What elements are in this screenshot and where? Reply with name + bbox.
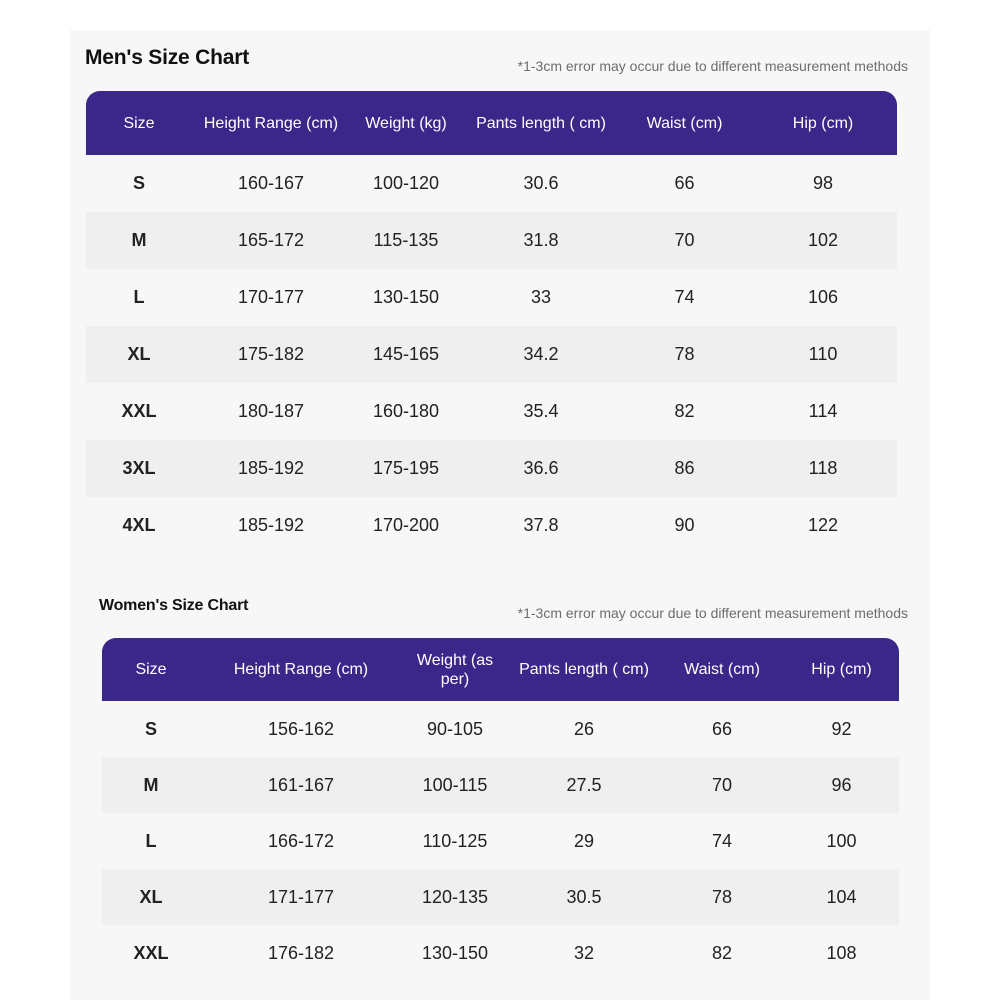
womens-header-row	[102, 638, 899, 701]
size-cell: XXL	[121, 401, 157, 421]
height-range-cell: 180-187	[237, 401, 305, 421]
mens-measurement-note: *1-3cm error may occur due to different measurement methods	[517, 58, 908, 74]
pants-length-cell: 27.5	[566, 774, 602, 795]
table-row	[86, 269, 897, 326]
height-range-cell: 171-177	[267, 886, 335, 907]
hip-cell: 102	[807, 230, 839, 250]
height-range-cell: 165-172	[237, 230, 305, 250]
weight-cell: 130-150	[372, 287, 440, 307]
height-range-cell: 166-172	[267, 830, 335, 851]
header-pants-length: Pants length ( cm)	[519, 661, 649, 678]
table-row	[102, 701, 899, 757]
womens-size-chart-panel	[70, 575, 930, 1000]
waist-cell: 86	[674, 458, 695, 478]
weight-cell: 120-135	[421, 886, 489, 907]
weight-cell: 115-135	[373, 230, 439, 250]
pants-length-cell: 31.8	[523, 230, 559, 250]
size-cell: M	[143, 774, 159, 795]
table-row	[102, 925, 899, 981]
mens-size-table	[86, 91, 897, 554]
weight-cell: 90-105	[426, 718, 484, 739]
womens-size-table	[102, 638, 899, 981]
weight-cell: 160-180	[372, 401, 440, 421]
table-row	[86, 155, 897, 212]
pants-length-cell: 30.6	[523, 173, 559, 193]
weight-cell: 145-165	[372, 344, 440, 364]
waist-cell: 74	[674, 287, 695, 307]
pants-length-cell: 26	[573, 718, 595, 739]
mens-table-body	[86, 155, 897, 554]
mens-header-row	[86, 91, 897, 155]
header-weight: Weight (kg)	[365, 114, 447, 132]
header-height-range: Height Range (cm)	[233, 661, 369, 678]
pants-length-cell: 37.8	[523, 515, 559, 535]
table-row	[86, 383, 897, 440]
weight-cell: 170-200	[372, 515, 440, 535]
size-cell: L	[145, 830, 157, 851]
header-size: Size	[135, 661, 167, 678]
hip-cell: 114	[808, 401, 838, 421]
header-waist: Waist (cm)	[684, 661, 760, 678]
pants-length-cell: 34.2	[523, 344, 559, 364]
hip-cell: 98	[812, 173, 834, 193]
height-range-cell: 185-192	[237, 458, 305, 478]
height-range-cell: 170-177	[237, 287, 305, 307]
waist-cell: 66	[674, 173, 695, 193]
header-height-range: Height Range (cm)	[203, 114, 339, 132]
hip-cell: 106	[807, 287, 839, 307]
weight-cell: 175-195	[372, 458, 440, 478]
womens-measurement-note: *1-3cm error may occur due to different measurement methods	[517, 605, 908, 621]
hip-cell: 104	[826, 886, 857, 907]
height-range-cell: 161-167	[267, 774, 335, 795]
height-range-cell: 176-182	[267, 942, 335, 963]
height-range-cell: 156-162	[267, 718, 335, 739]
table-row	[102, 757, 899, 813]
height-range-cell: 185-192	[237, 515, 305, 535]
table-row	[102, 869, 899, 925]
hip-cell: 100	[826, 830, 857, 851]
size-cell: XL	[139, 886, 163, 907]
pants-length-cell: 35.4	[523, 401, 559, 421]
pants-length-cell: 32	[573, 942, 595, 963]
size-cell: 3XL	[122, 458, 156, 478]
hip-cell: 92	[831, 718, 852, 739]
hip-cell: 96	[831, 774, 852, 795]
weight-cell: 100-120	[372, 173, 440, 193]
height-range-cell: 160-167	[237, 173, 305, 193]
waist-cell: 78	[711, 886, 733, 907]
mens-chart-title: Men's Size Chart	[85, 46, 250, 69]
header-hip: Hip (cm)	[811, 661, 872, 678]
waist-cell: 66	[711, 718, 733, 739]
weight-cell: 110-125	[422, 830, 488, 851]
table-row	[102, 813, 899, 869]
hip-cell: 122	[807, 515, 839, 535]
table-row	[86, 326, 897, 383]
size-cell: XL	[127, 344, 151, 364]
size-cell: L	[133, 287, 145, 307]
waist-cell: 70	[674, 230, 695, 250]
header-weight: Weight (as per)	[416, 651, 494, 688]
header-size: Size	[123, 114, 155, 132]
weight-cell: 100-115	[422, 774, 488, 795]
size-cell: 4XL	[122, 515, 156, 535]
height-range-cell: 175-182	[237, 344, 305, 364]
hip-cell: 108	[826, 942, 857, 963]
pants-length-cell: 33	[530, 287, 552, 307]
waist-cell: 90	[674, 515, 695, 535]
size-cell: M	[131, 230, 147, 250]
waist-cell: 74	[711, 830, 733, 851]
mens-size-chart-panel	[70, 30, 930, 575]
size-cell: S	[132, 173, 145, 193]
hip-cell: 118	[808, 458, 838, 478]
womens-chart-title: Women's Size Chart	[99, 597, 249, 614]
size-cell: XXL	[133, 942, 169, 963]
table-row	[86, 497, 897, 554]
womens-table-body	[102, 701, 899, 981]
table-row	[86, 440, 897, 497]
header-pants-length: Pants length ( cm)	[476, 114, 606, 132]
pants-length-cell: 29	[573, 830, 595, 851]
header-waist: Waist (cm)	[646, 114, 723, 132]
weight-cell: 130-150	[421, 942, 489, 963]
header-hip: Hip (cm)	[792, 114, 854, 132]
hip-cell: 110	[808, 344, 838, 364]
pants-length-cell: 36.6	[523, 458, 559, 478]
pants-length-cell: 30.5	[566, 886, 602, 907]
size-cell: S	[144, 718, 157, 739]
waist-cell: 82	[711, 942, 733, 963]
waist-cell: 78	[674, 344, 695, 364]
waist-cell: 70	[711, 774, 733, 795]
waist-cell: 82	[674, 401, 695, 421]
table-row	[86, 212, 897, 269]
